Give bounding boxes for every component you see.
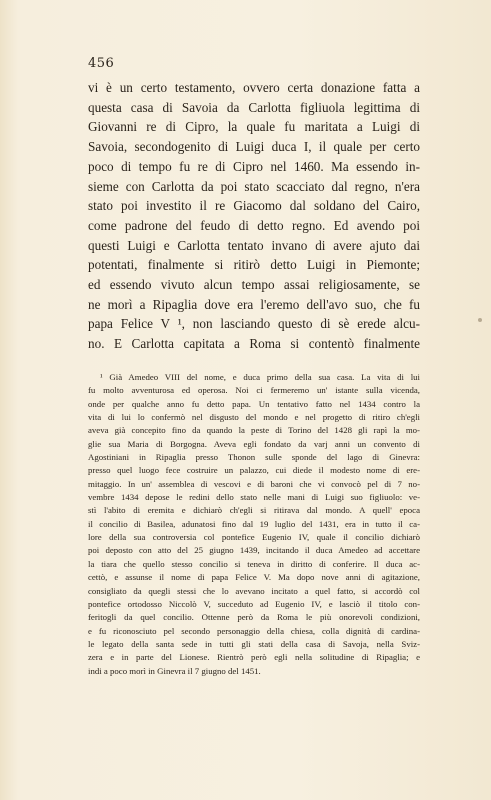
main-text-line: ed essendo vivuto alcun tempo assai religiosamente, se [88,277,420,293]
footnote-line: consigliato da quegli stessi che lo avevano incitato a quel fatto, si accordò col [88,585,420,596]
main-text-line: no. E Carlotta capitata a Roma si contentò finalmente [88,336,420,352]
footnote-line: lore della sua controversia col pontefice Eugenio IV, quale il concilio dichiarò [88,532,420,543]
footnote-line: Agostiniani in Ripaglia presso Thonon sulle sponde del lago di Ginevra: [88,452,420,463]
main-text-line: questi Luigi e Carlotta tentato invano di avere ajuto dai [88,237,420,253]
footnote-line: poi deposto con atto del 25 giugno 1439, incitando il duca Amedeo ad accettare [88,545,420,556]
main-text-line: ne morì a Ripaglia dove era l'eremo dell'avo suo, che fu [88,296,420,312]
footnote-line: stì l'abito di eremita e dichiarò ch'egli si ritirava dal mondo. A quell' epoca [88,505,420,516]
main-text-line: Giovanni re di Cipro, la quale fu maritata a Luigi di [88,119,420,135]
main-text-line: Savoia, secondogenito di Luigi duca I, il quale per certo [88,139,420,155]
main-text-line: questa casa di Savoia da Carlotta figliuola legittima di [88,99,420,115]
main-text-line: sieme con Carlotta da poi stato scacciato dal regno, n'era [88,178,420,194]
footnote-line: glie sua Maria di Borgogna. Aveva egli fondato da varj anni un convento di [88,438,420,449]
main-text [88,78,420,354]
main-text-line: come padrone del feudo di detto regno. Ed avendo poi [88,217,420,233]
footnote-line: presso quel luogo fece costruire un palazzo, cui diede il modesto nome di ere- [88,465,420,476]
footnote-line: la tiara che quello stesso concilio si teneva in diritto di conferire. Il duca ac- [88,558,420,569]
main-text-line: poco di tempo fu re di Cipro nel 1460. Ma essendo in- [88,158,420,174]
margin-speck [478,318,482,322]
footnote-line: feritogli da quel concilio. Ottenne però da Roma le più onorevoli condizioni, [88,612,420,623]
footnote-line: mitaggio. In un' assemblea di vescovi e di baroni che vi convocò pel di 7 no- [88,478,420,489]
footnote-line: vita di lui lo confermò nel disgusto del mondo e nel progetto di ritiro ch'egli [88,412,420,423]
footnote-line: il concilio di Basilea, adunatosi fino dal 19 luglio del 1431, era in tutto il ca- [88,518,420,529]
footnote-line: indi a poco morì in Ginevra il 7 giugno del 1451. [88,665,261,676]
main-text-line: papa Felice V ¹, non lasciando questo di sè erede alcu- [88,316,420,332]
main-text-line: potentati, finalmente si ritirò detto Luigi in Piemonte; [88,257,420,273]
footnote-line: fu molto avventurosa ed operosa. Noi ci fermeremo un' istante sulla vicenda, [88,385,420,396]
footnote-line: ¹ Già Amedeo VIII del nome, e duca primo della sua casa. La vita di lui [100,372,420,382]
footnote-line: cettò, e assunse il nome di papa Felice V. Ma dopo nove anni di agitazione, [88,572,420,583]
footnote-line: le legato della santa sede in tutti gli stati della casa di Savoja, nella Sviz- [88,638,420,649]
main-text-line: vi è un certo testamento, ovvero certa donazione fatta a [88,80,420,95]
footnote-line: zera e in parte del Lionese. Rientrò però egli nella solitudine di Ripaglia; e [88,652,420,663]
footnote-line: vembre 1434 depose le redini dello stato nelle mani di Luigi suo figliuolo: ve- [88,492,420,503]
main-text-line: stato poi investito il re Giacomo dal soldano del Cairo, [88,198,420,214]
footnote-line: aveva già concepito fino da quando la peste di Torino del 1428 gli rapì la mo- [88,425,420,436]
footnote-line: e fu riconosciuto pel secondo personaggio della chiesa, colla dignità di cardina- [88,625,420,636]
footnote-line: onde per qualche anno fu detto papa. Un tentativo fatto nel 1434 contro la [88,398,420,409]
page-number: 456 [88,56,115,71]
footnote-line: pontefice ortodosso Niccolò V, succeduto ad Eugenio IV, e lasciò il titolo con- [88,598,420,609]
footnote [88,371,420,678]
